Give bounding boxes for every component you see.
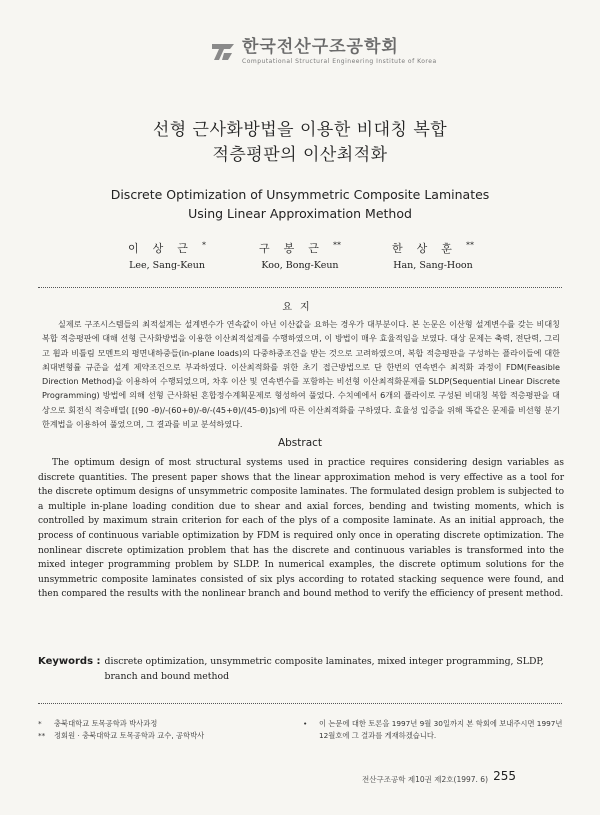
author-3-mark: ** [465, 240, 474, 250]
title-ko-line1: 선형 근사화방법을 이용한 비대칭 복합 [152, 120, 448, 140]
society-name: 한국전산구조공학회 [242, 37, 399, 57]
footnote-text: 정회원 · 충북대학교 토목공학과 교수, 공학박사 [54, 731, 205, 740]
author-2 [225, 240, 375, 271]
footnote-mark: ** [38, 731, 46, 740]
footnote-discussion [303, 718, 565, 742]
society-header [210, 38, 437, 65]
keywords-text: discrete optimization, unsymmetric composite laminates, mixed integer programming, SLDP, branch and bound method [104, 656, 544, 682]
top-divider [38, 287, 562, 288]
footnotes-affiliations [38, 718, 288, 742]
paper-title-english [0, 185, 600, 223]
author-1 [92, 240, 242, 271]
author-2-name-en: Koo, Bong-Keun [261, 260, 339, 271]
footnote-text: 충북대학교 토목공학과 박사과정 [54, 719, 158, 728]
bottom-divider [38, 703, 562, 704]
abstract-ko-body: 실제로 구조시스템들의 최적설계는 설계변수가 연속값이 아닌 이산값을 요하는 경우가 대부분이다. 본 논문은 이산형 설계변수를 갖는 비대칭 복합 적층평판에 대해 선형 근사화방법을 이용한 이산최적설계를 수행하였으며, 이 방법이 매우 효율적임을 보였다. 대상 문제는 축력, 전단력, 그리고 휨과 비틀림 모멘트의 평면내하중들(in-plane loads)의 다중하중조건을 받는 것으로 고려하였으며, 복합 적층평판을 구성하는 플라이들에 대한 최대변형률 규준을 설계 제약조건으로 부과하였다. 이산최적화를 위한 초기 접근방법으로 단 한번의 연속변수 최적화 과정이 FDM(Feasible Direction Method)을 이용하여 수행되었으며, 차후 이산 및 연속변수를 포함하는 비선형 이산최적화문제를 SLDP(Sequential Linear Discrete Programming) 방법에 의해 선형 근사화된 혼합정수계획문제로 형성하여 풀었다. 수치예에서 6개의 플라이로 구성된 비대칭 복합 적층평판을 대상으로 회전식 적층배열( [(90 -θ)/-(60+θ)/-θ/-(45+θ)/(45-θ)]s)에 따른 이산최적화를 구하였다. 효율성 입증을 위해 똑같은 문제를 비선형 분기한계법을 이용하여 풀었으며, 그 결과를 비교 분석하였다. [42, 319, 560, 430]
author-1-name-ko: 이상근 [128, 242, 202, 255]
abstract-ko-heading: 요지 [282, 302, 318, 313]
author-3-name-ko: 한상훈 [392, 242, 466, 255]
author-3-name-en: Han, Sang-Hoon [393, 260, 473, 271]
footnote-text: 이 논문에 대한 토론을 1997년 9월 30일까지 본 학회에 보내주시면 1997년 12월호에 그 결과를 게재하겠습니다. [319, 719, 563, 740]
page-number: 255 [493, 769, 516, 783]
society-name-en: Computational Structural Engineering Institute of Korea [242, 58, 437, 65]
keywords-label: Keywords : [38, 656, 101, 667]
title-ko-line2: 적층평판의 이산최적화 [212, 145, 388, 165]
author-1-name-en: Lee, Sang-Keun [129, 260, 205, 271]
author-2-name-ko: 구봉근 [259, 242, 333, 255]
title-en-line2: Using Linear Approximation Method [188, 206, 412, 221]
author-3 [358, 240, 508, 271]
footnote-mark: • [303, 719, 308, 728]
footnote-item [38, 718, 288, 730]
society-logo-icon [210, 41, 236, 63]
author-2-mark: ** [332, 240, 341, 250]
abstract-en-heading: Abstract [277, 437, 323, 449]
title-en-line1: Discrete Optimization of Unsymmetric Composite Laminates [110, 187, 490, 202]
abstract-en-body: The optimum design of most structural systems used in practice requires considering design variables as discrete quantities. The present paper shows that the linear approximation mehod is very effective as a tool for the discrete optimum designs of unsymmetric composite laminates. The formulated design problem is subjected to a multiple in-plane loading condition due to shear and axial forces, bending and twisting moments, which is controlled by maximum strain criterion for each of the plys of a composite laminate. As an initial approach, the process of continuous variable optimization by FDM is required only once in operating discrete optimization. The nonlinear discrete optimization problem that has the discrete and continuous variables is transformed into the mixed integer programming problem by SLDP. In numerical examples, the discrete optimum solutions for the unsymmetric composite laminates consisted of six plys according to rotated stacking sequence were found, and then compared the results with the nonlinear branch and bound method to verify the efficiency of present method. [38, 458, 564, 600]
journal-citation: 전산구조공학 제10권 제2호(1997. 6) [361, 775, 488, 784]
paper-title-korean [0, 118, 600, 168]
footnote-item [38, 730, 288, 742]
footnote-mark: * [38, 719, 42, 728]
keywords [38, 654, 564, 684]
author-1-mark: * [201, 240, 206, 250]
